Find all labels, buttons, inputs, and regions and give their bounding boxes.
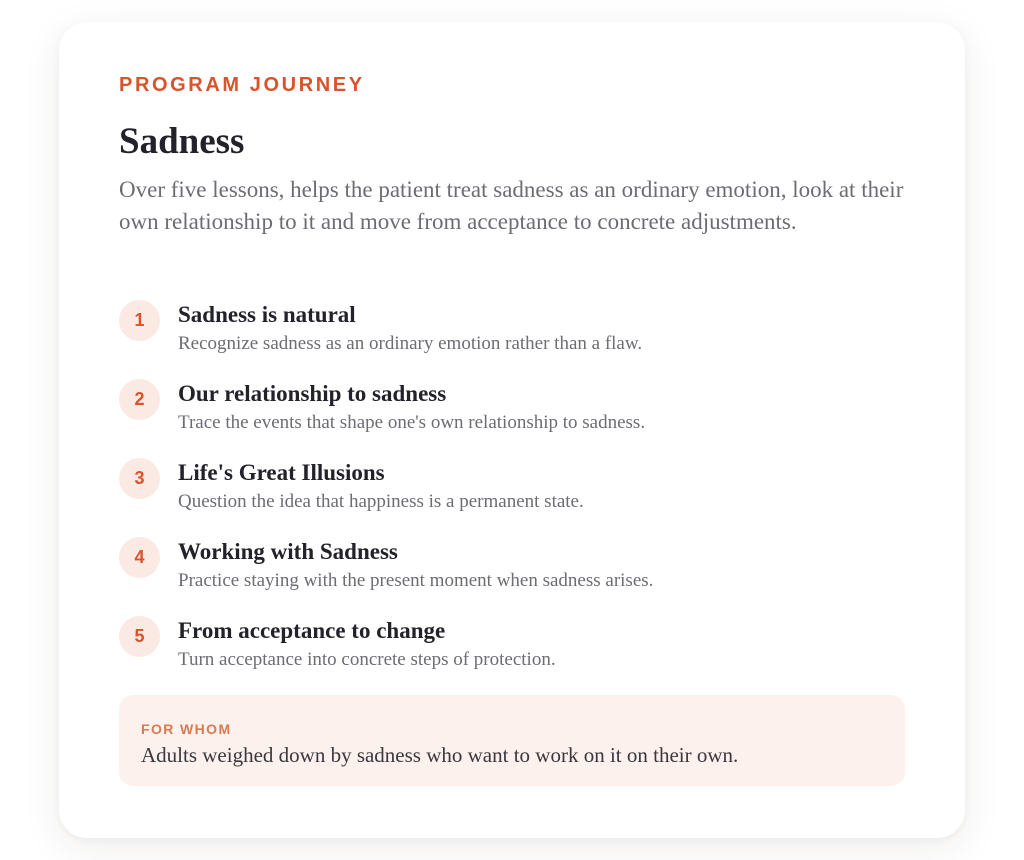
lesson-item-4: [119, 537, 909, 615]
lesson-list: [119, 299, 909, 694]
lesson-description: Question the idea that happiness is a permanent state.: [178, 491, 584, 512]
lesson-title: Working with Sadness: [178, 539, 398, 564]
lesson-description: Recognize sadness as an ordinary emotion rather than a flaw.: [178, 333, 643, 354]
program-description: Over five lessons, helps the patient treat sadness as an ordinary emotion, look at their own relationship to it and move from acceptance to concrete adjustments.: [119, 177, 904, 234]
lesson-number-badge: 3: [119, 458, 160, 499]
audience-callout: [119, 695, 905, 786]
lesson-description: Trace the events that shape one's own relationship to sadness.: [178, 412, 646, 433]
program-journey-card: [59, 22, 965, 838]
section-eyebrow: PROGRAM JOURNEY: [119, 74, 365, 96]
lesson-number-badge: 1: [119, 300, 160, 341]
lesson-item-1: [119, 300, 909, 378]
lesson-title: Life's Great Illusions: [178, 460, 385, 485]
lesson-title: Our relationship to sadness: [178, 381, 447, 406]
lesson-item-3: [119, 458, 909, 536]
lesson-number-badge: 4: [119, 537, 160, 578]
lesson-description: Turn acceptance into concrete steps of protection.: [178, 649, 556, 670]
program-title: Sadness: [119, 121, 245, 162]
lesson-item-5: [119, 616, 909, 694]
audience-text: Adults weighed down by sadness who want to work on it on their own.: [141, 743, 739, 767]
lesson-item-2: [119, 379, 909, 457]
lesson-description: Practice staying with the present moment when sadness arises.: [178, 570, 654, 591]
lesson-title: Sadness is natural: [178, 302, 356, 327]
lesson-title: From acceptance to change: [178, 618, 446, 643]
lesson-number-badge: 5: [119, 616, 160, 657]
lesson-number-badge: 2: [119, 379, 160, 420]
audience-label: FOR WHOM: [141, 721, 232, 737]
